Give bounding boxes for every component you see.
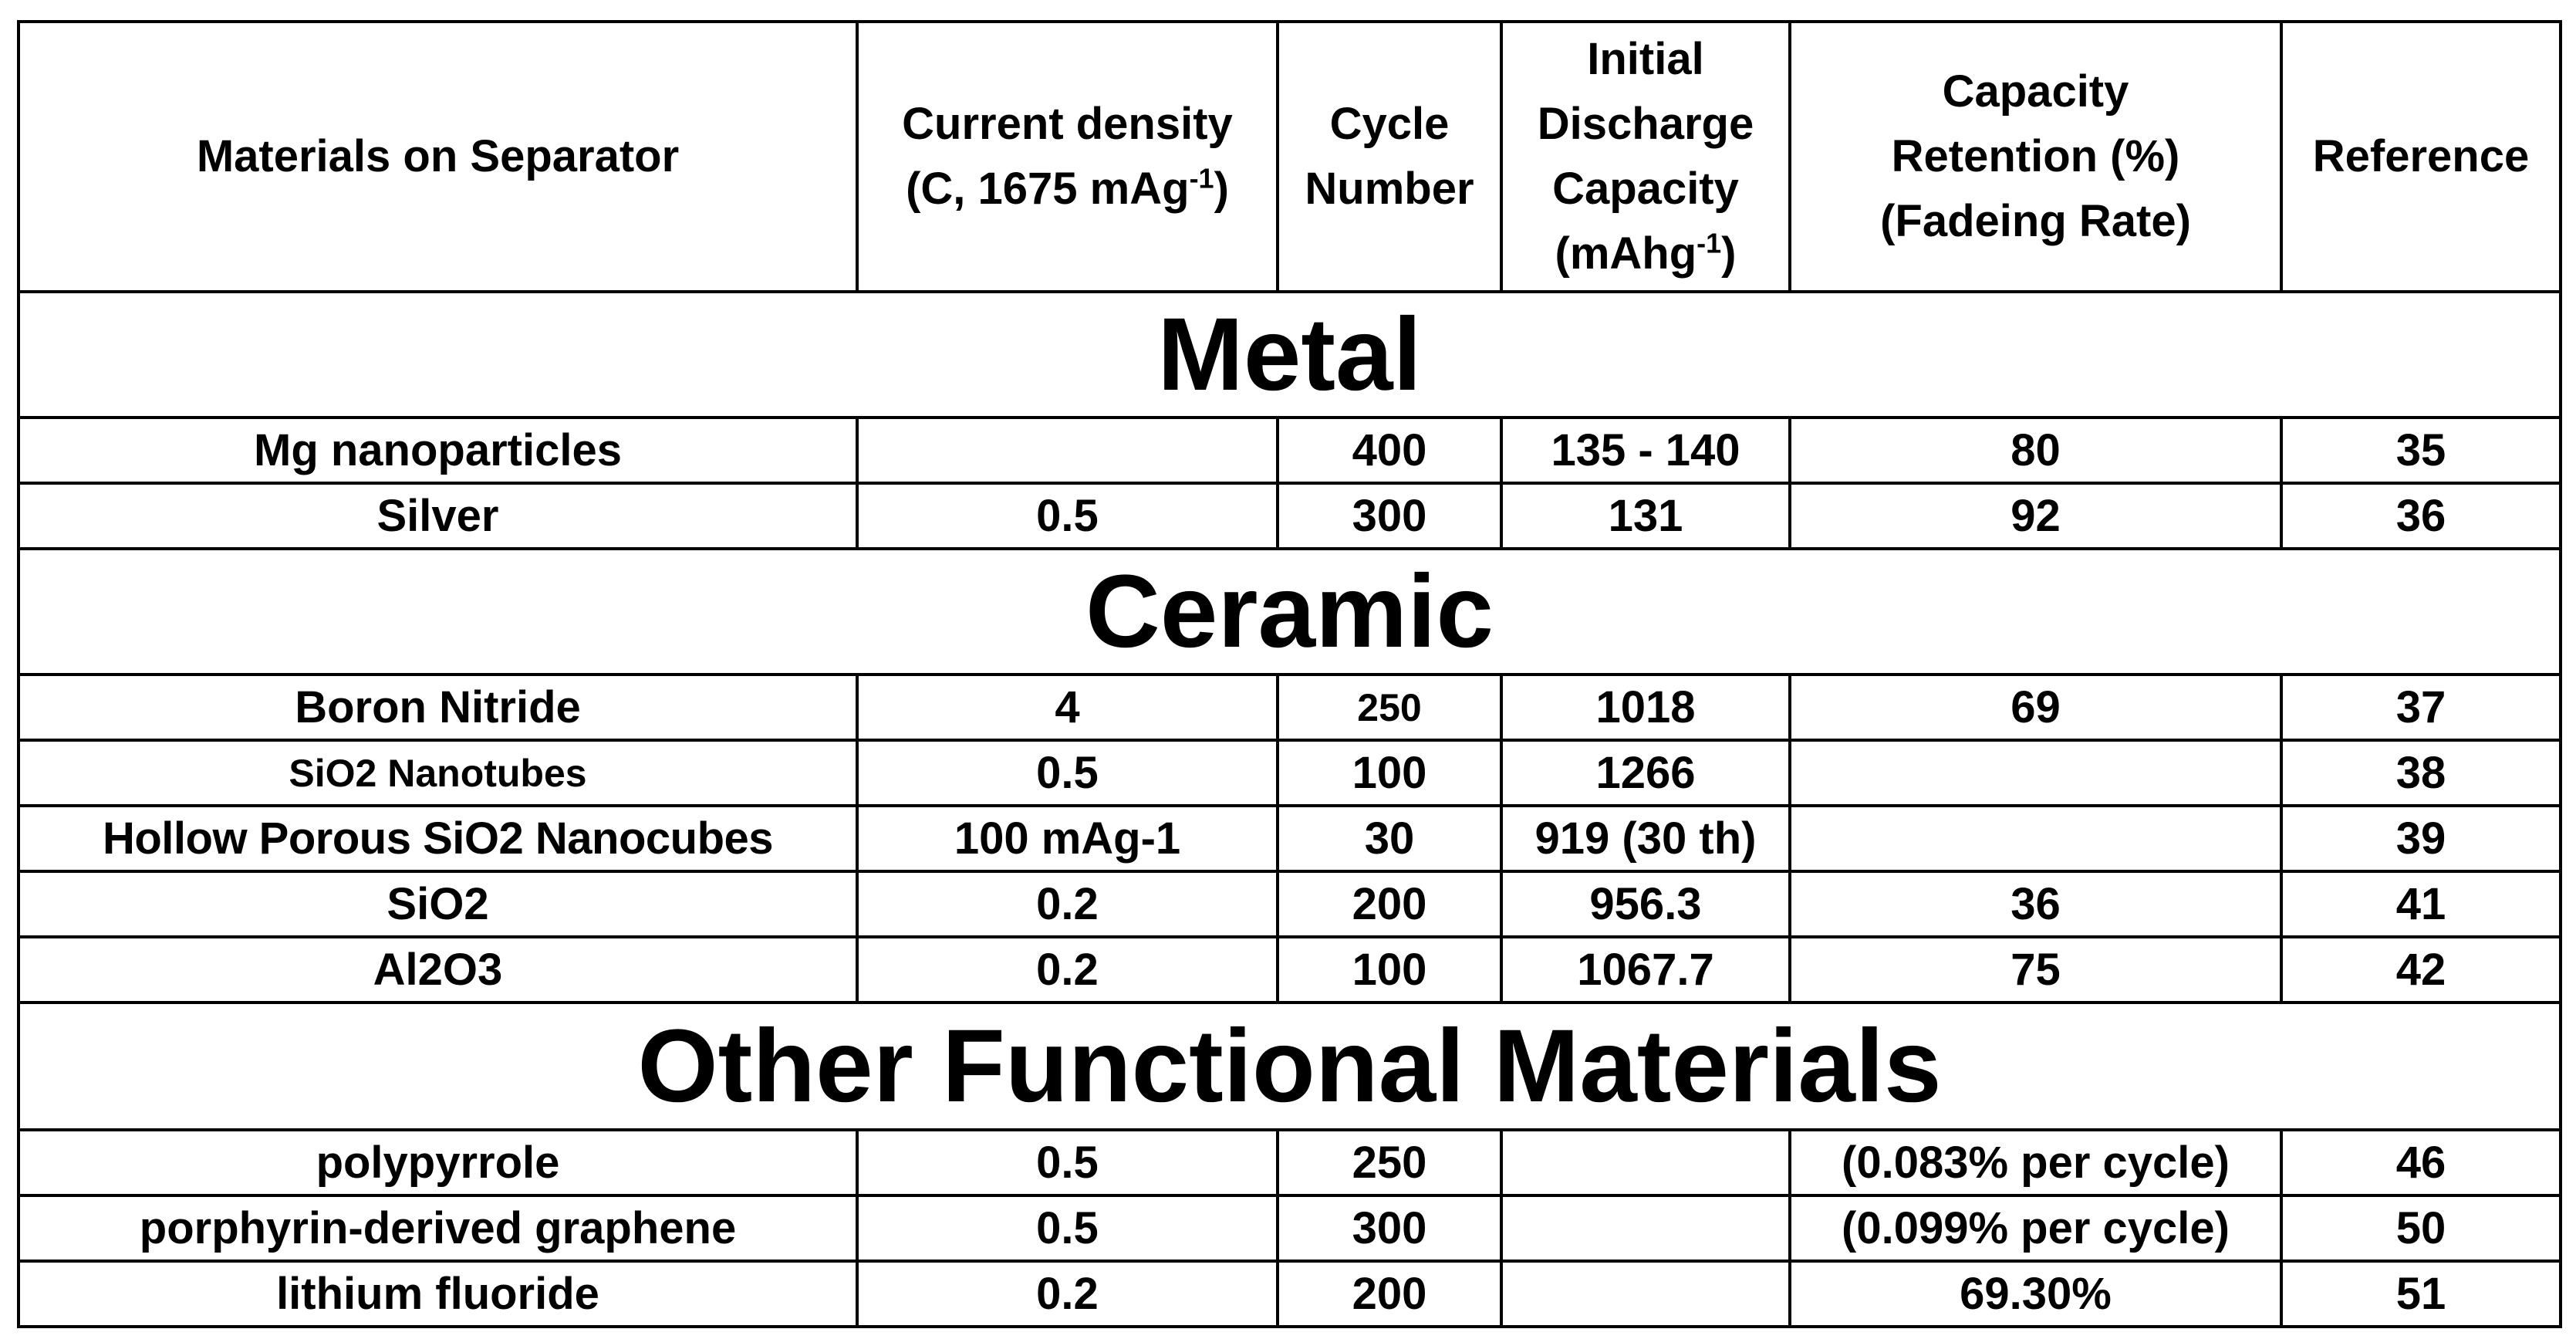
cell-material: SiO2 Nanotubes: [19, 740, 857, 806]
section-title: Ceramic: [19, 549, 2561, 675]
cell-initial-capacity: [1501, 1261, 1790, 1327]
cell-reference: 41: [2281, 871, 2561, 937]
cell-material: porphyrin-derived graphene: [19, 1195, 857, 1261]
cell-initial-capacity: 1266: [1501, 740, 1790, 806]
header-material: Materials on Separator: [19, 22, 857, 292]
cell-cycle: 300: [1278, 483, 1501, 549]
section-row-other-functional-materials: [19, 1003, 2561, 1130]
cell-cycle: 30: [1278, 806, 1501, 871]
cell-initial-capacity: [1501, 1195, 1790, 1261]
cell-material: polypyrrole: [19, 1130, 857, 1195]
header-row: [19, 22, 2561, 292]
cell-current-density: 0.2: [857, 871, 1278, 937]
cell-retention: 69: [1790, 675, 2281, 740]
cell-retention: [1790, 740, 2281, 806]
cell-current-density: 0.5: [857, 483, 1278, 549]
table-row: [19, 675, 2561, 740]
table-row: [19, 806, 2561, 871]
cell-current-density: 0.5: [857, 740, 1278, 806]
cell-cycle: 200: [1278, 1261, 1501, 1327]
cell-current-density: 100 mAg-1: [857, 806, 1278, 871]
cell-initial-capacity: 131: [1501, 483, 1790, 549]
cell-material: Boron Nitride: [19, 675, 857, 740]
cell-current-density: 4: [857, 675, 1278, 740]
cell-current-density: 0.2: [857, 937, 1278, 1003]
cell-reference: 50: [2281, 1195, 2561, 1261]
section-row-ceramic: [19, 549, 2561, 675]
header-initial-discharge-capacity: Initial Discharge Capacity (mAhg$^{-1}$): [1501, 22, 1790, 292]
table-row: [19, 1195, 2561, 1261]
cell-material: Mg nanoparticles: [19, 418, 857, 483]
cell-current-density: 0.5: [857, 1195, 1278, 1261]
table-row: [19, 937, 2561, 1003]
section-row-metal: [19, 292, 2561, 418]
header-current-density: Current density (C, 1675 mAg$^{-1}$): [857, 22, 1278, 292]
cell-current-density: 0.2: [857, 1261, 1278, 1327]
cell-retention: (0.099% per cycle): [1790, 1195, 2281, 1261]
cell-reference: 46: [2281, 1130, 2561, 1195]
cell-material: lithium fluoride: [19, 1261, 857, 1327]
header-reference: Reference: [2281, 22, 2561, 292]
cell-initial-capacity: 1018: [1501, 675, 1790, 740]
cell-material: Silver: [19, 483, 857, 549]
cell-material: Hollow Porous SiO2 Nanocubes: [19, 806, 857, 871]
materials-table: [17, 20, 2562, 1328]
cell-cycle: 100: [1278, 740, 1501, 806]
section-title: Metal: [19, 292, 2561, 418]
cell-retention: (0.083% per cycle): [1790, 1130, 2281, 1195]
cell-initial-capacity: 919 (30 th): [1501, 806, 1790, 871]
table-row: [19, 740, 2561, 806]
cell-material: Al2O3: [19, 937, 857, 1003]
cell-initial-capacity: 956.3: [1501, 871, 1790, 937]
cell-cycle: 300: [1278, 1195, 1501, 1261]
header-cycle-number: Cycle Number: [1278, 22, 1501, 292]
cell-reference: 42: [2281, 937, 2561, 1003]
cell-retention: 69.30%: [1790, 1261, 2281, 1327]
cell-retention: 80: [1790, 418, 2281, 483]
cell-initial-capacity: 1067.7: [1501, 937, 1790, 1003]
cell-reference: 51: [2281, 1261, 2561, 1327]
header-capacity-retention: Capacity Retention (%) (Fadeing Rate): [1790, 22, 2281, 292]
cell-retention: 75: [1790, 937, 2281, 1003]
cell-retention: 36: [1790, 871, 2281, 937]
cell-current-density: [857, 418, 1278, 483]
cell-cycle: 250: [1278, 1130, 1501, 1195]
cell-reference: 36: [2281, 483, 2561, 549]
cell-reference: 38: [2281, 740, 2561, 806]
cell-cycle: 200: [1278, 871, 1501, 937]
table-row: [19, 1261, 2561, 1327]
cell-reference: 37: [2281, 675, 2561, 740]
cell-reference: 39: [2281, 806, 2561, 871]
cell-reference: 35: [2281, 418, 2561, 483]
cell-current-density: 0.5: [857, 1130, 1278, 1195]
cell-material: SiO2: [19, 871, 857, 937]
cell-cycle: 100: [1278, 937, 1501, 1003]
cell-retention: 92: [1790, 483, 2281, 549]
cell-initial-capacity: 135 - 140: [1501, 418, 1790, 483]
cell-initial-capacity: [1501, 1130, 1790, 1195]
table-row: [19, 1130, 2561, 1195]
table-row: [19, 483, 2561, 549]
table-row: [19, 871, 2561, 937]
table-row: [19, 418, 2561, 483]
cell-cycle: 400: [1278, 418, 1501, 483]
cell-retention: [1790, 806, 2281, 871]
section-title: Other Functional Materials: [19, 1003, 2561, 1130]
cell-cycle: 250: [1278, 675, 1501, 740]
